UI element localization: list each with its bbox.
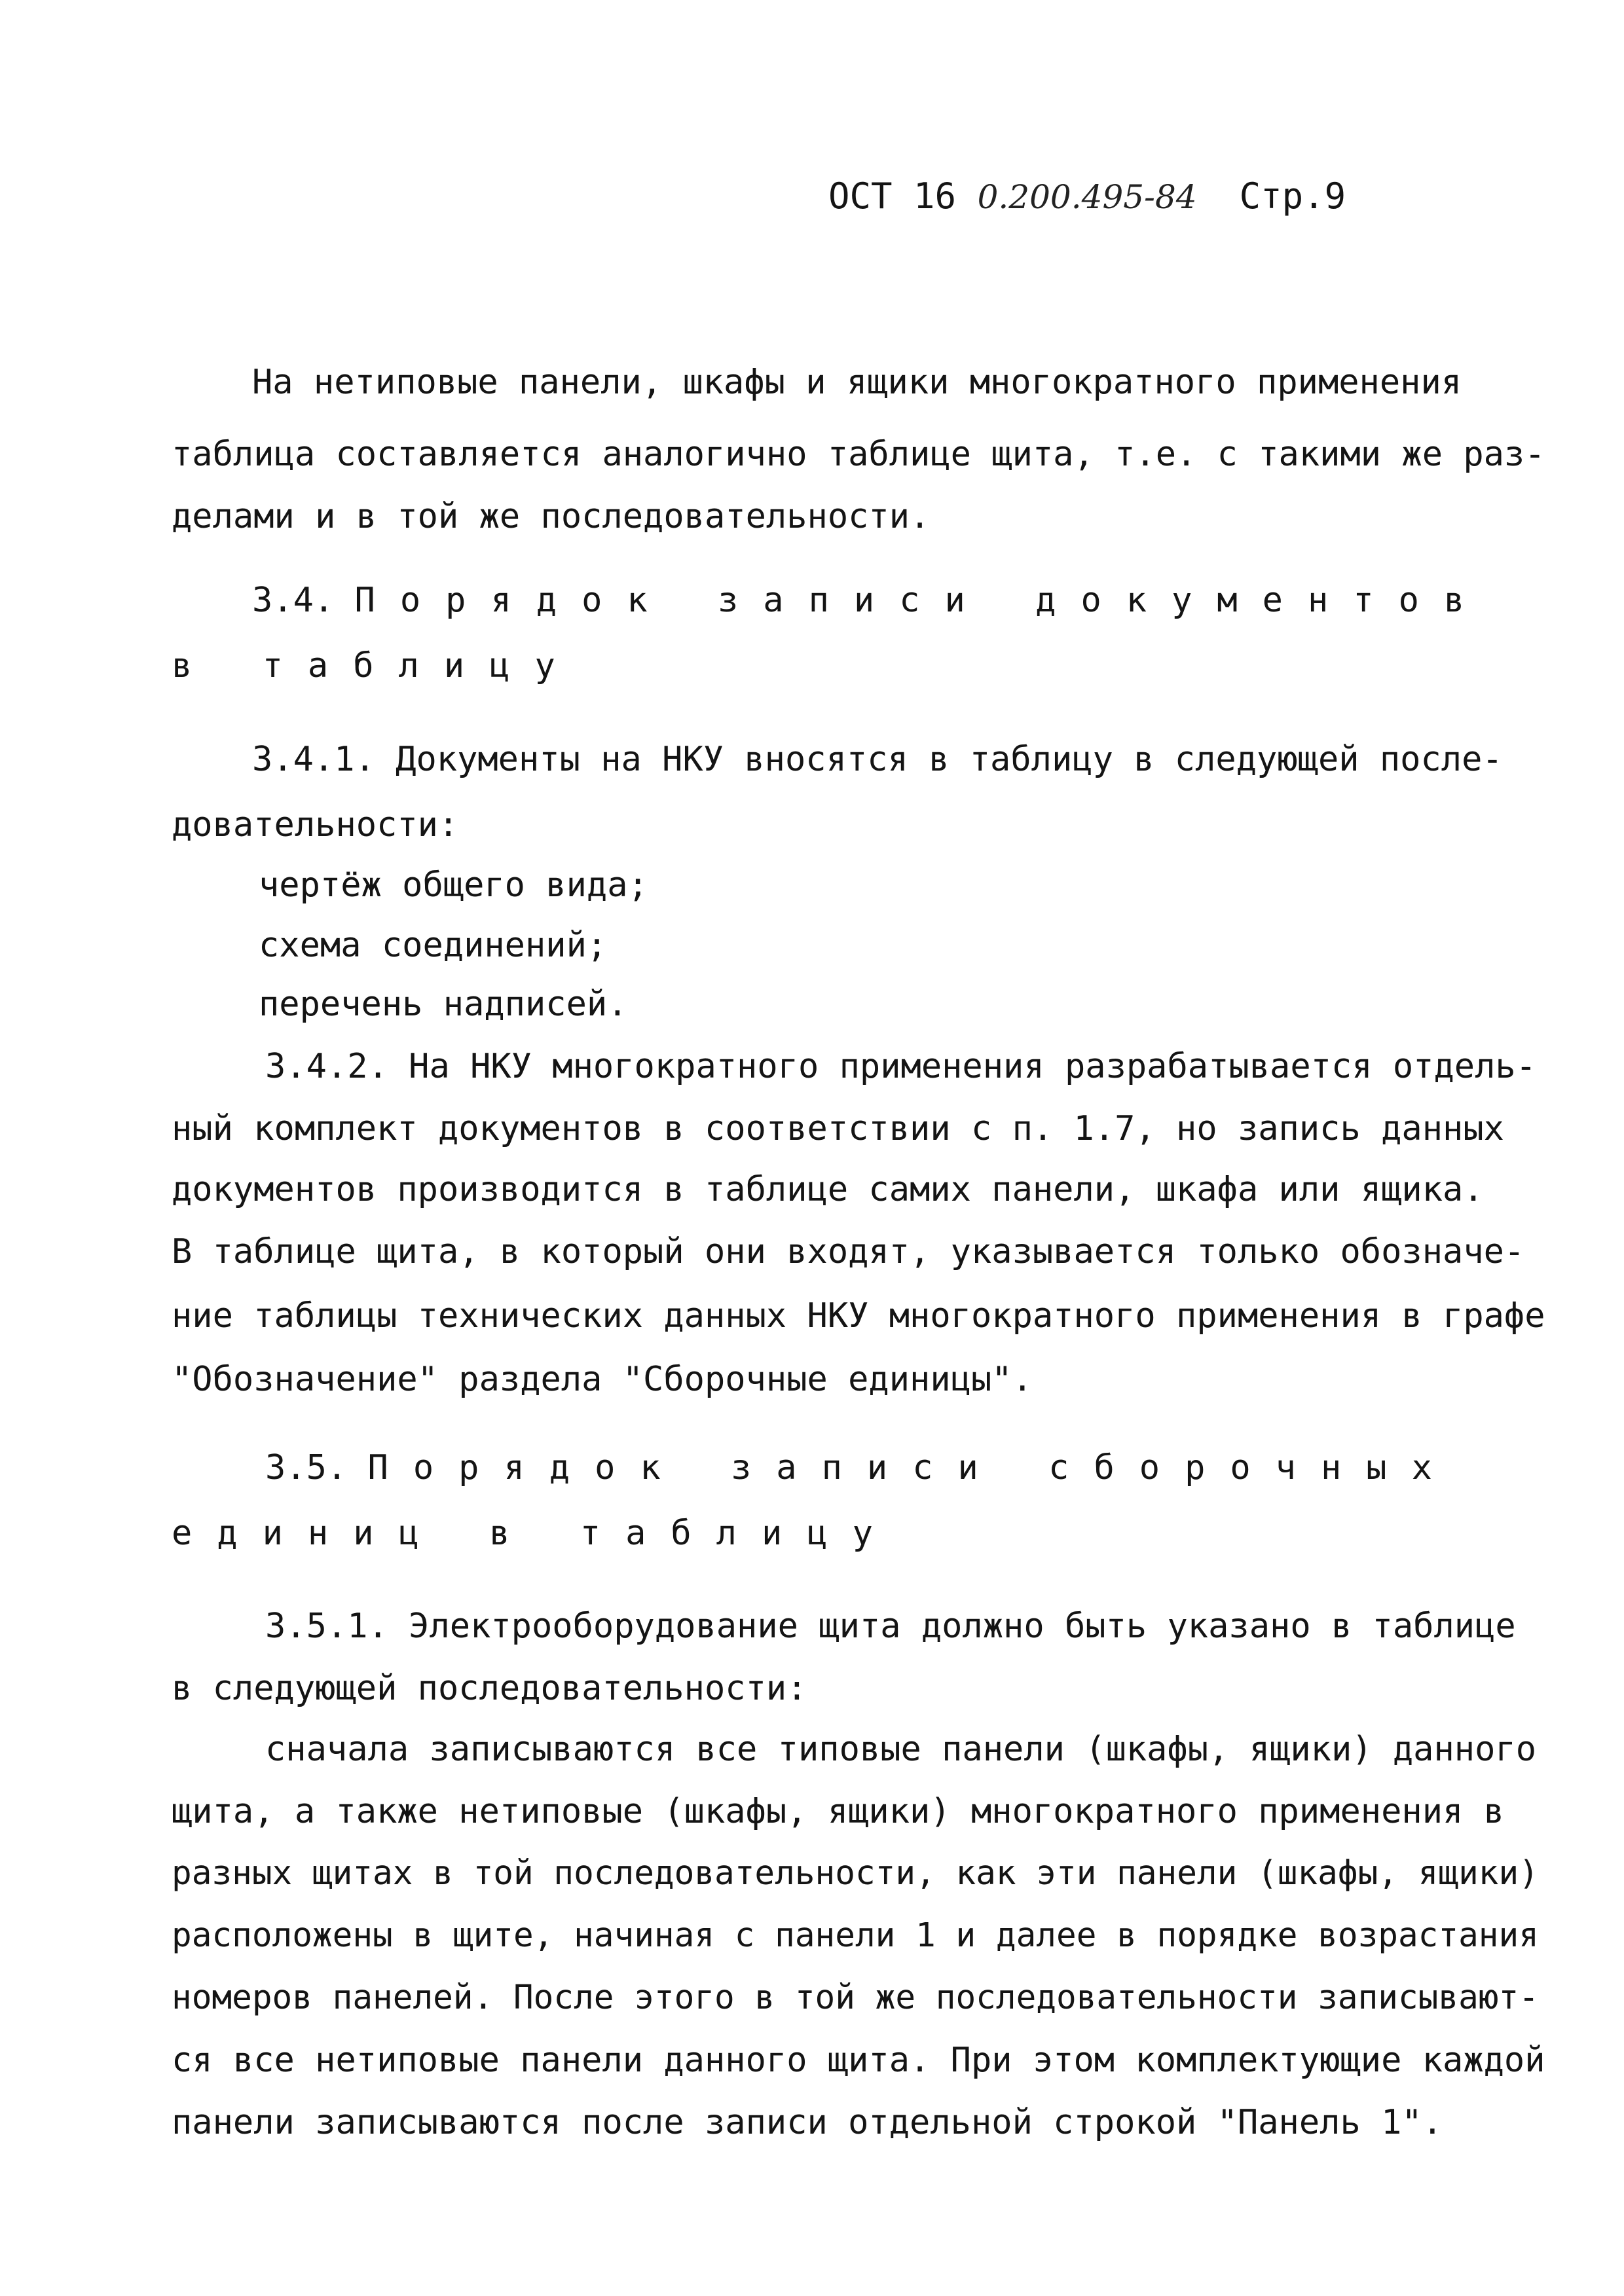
page-header	[828, 175, 1346, 218]
section-3-5-title: Порядок записи сборочных	[367, 1448, 1457, 1487]
item-3-4-2-line-5: ние таблицы технических данных НКУ многократного применения в графе	[172, 1296, 1545, 1336]
section-3-4-heading-line-1	[252, 579, 1489, 621]
standard-prefix: ОСТ 16	[828, 175, 957, 217]
item-3-4-1-line-1: 3.4.1. Документы на НКУ вносятся в таблицу в следующей после-	[252, 740, 1503, 779]
section-3-4-title: Порядок записи документов	[354, 581, 1490, 620]
item-3-5-1-line-1: 3.5.1. Электрооборудование щита должно быть указано в таблице	[265, 1607, 1516, 1646]
para-intro-line-1: На нетиповые панели, шкафы и ящики многократного применения	[252, 363, 1462, 402]
list-item: схема соединений;	[259, 926, 608, 965]
item-3-5-1-line-9: панели записываются после записи отдельной строкой "Панель 1".	[172, 2103, 1443, 2142]
item-3-5-1-line-2: в следующей последовательности:	[172, 1669, 807, 1708]
item-3-5-1-line-7: номеров панелей. После этого в той же последовательности записывают-	[172, 1978, 1539, 2017]
section-3-5-heading-line-2: единиц в таблицу	[172, 1514, 898, 1553]
list-item: перечень надписей.	[259, 985, 628, 1024]
section-3-5-heading-line-1	[265, 1447, 1457, 1489]
page-number: Стр.9	[1239, 175, 1346, 217]
section-3-5-number: 3.5.	[265, 1448, 348, 1487]
item-3-4-1-line-2: довательности:	[172, 805, 459, 845]
item-3-5-1-line-8: ся все нетиповые панели данного щита. При этом комплектующие каждой	[172, 2041, 1545, 2080]
item-3-5-1-line-4: щита, а также нетиповые (шкафы, ящики) многократного применения в	[172, 1792, 1504, 1831]
section-3-4-heading-line-2: в таблицу	[172, 646, 580, 685]
item-3-5-1-line-6: расположены в щите, начиная с панели 1 и далее в порядке возрастания	[172, 1916, 1539, 1955]
item-3-4-2-line-1: 3.4.2. На НКУ многократного применения разрабатывается отдель-	[265, 1047, 1537, 1086]
para-intro-line-3: делами и в той же последовательности.	[172, 497, 931, 536]
item-3-5-1-line-3: сначала записываются все типовые панели (шкафы, ящики) данного	[265, 1730, 1537, 1769]
item-3-4-2-line-6: "Обозначение" раздела "Сборочные единицы".	[172, 1360, 1033, 1399]
section-3-4-number: 3.4.	[252, 581, 335, 620]
item-3-5-1-line-5: разных щитах в той последовательности, как эти панели (шкафы, ящики)	[172, 1854, 1539, 1893]
item-3-4-2-line-4: В таблице щита, в который они входят, указывается только обозначе-	[172, 1232, 1525, 1271]
standard-code: 0.200.495-84	[977, 178, 1197, 216]
list-item: чертёж общего вида;	[259, 866, 648, 905]
item-3-4-2-line-2: ный комплект документов в соответствии с п. 1.7, но запись данных	[172, 1109, 1504, 1148]
item-3-4-2-line-3: документов производится в таблице самих панели, шкафа или ящика.	[172, 1170, 1484, 1209]
para-intro-line-2: таблица составляется аналогично таблице щита, т.е. с такими же раз-	[172, 435, 1545, 474]
